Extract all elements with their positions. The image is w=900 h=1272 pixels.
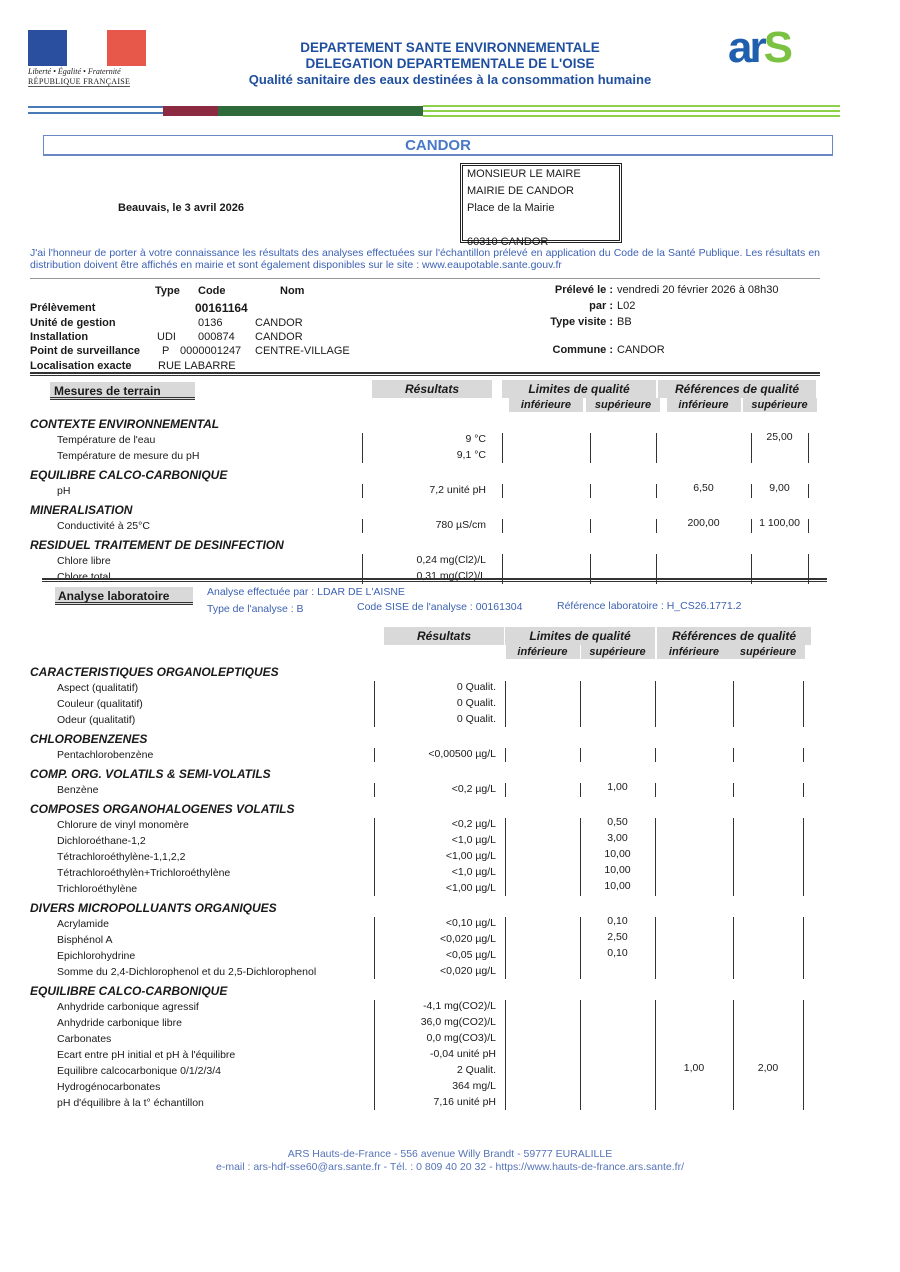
row-label: Anhydride carbonique libre [57, 1017, 182, 1029]
column-separator [803, 917, 804, 979]
row-label: Odeur (qualitatif) [57, 714, 136, 726]
column-separator [590, 433, 591, 463]
row-result: -4,1 mg(CO2)/L [423, 1000, 496, 1012]
motto: Liberté • Égalité • Fraternité [28, 67, 121, 76]
row-result: 0,31 mg(Cl2)/L [416, 570, 486, 582]
column-separator [808, 433, 809, 463]
column-separator [505, 1000, 506, 1110]
column-separator [502, 433, 503, 463]
col-code: Code [198, 285, 226, 297]
row-label: Température de l'eau [57, 434, 156, 446]
info-type: P [162, 345, 170, 357]
row-result: <1,00 µg/L [445, 850, 496, 862]
row-result: <0,00500 µg/L [428, 748, 496, 760]
header-resultats: Résultats [384, 627, 504, 645]
row-ri: 1,00 [683, 1062, 705, 1074]
row-label: Hydrogénocarbonates [57, 1081, 161, 1093]
info-code: 00161164 [195, 301, 248, 315]
row-ls: 10,00 [604, 848, 631, 860]
section-title: COMPOSES ORGANOHALOGENES VOLATILS [30, 802, 295, 816]
info-label: Unité de gestion [30, 317, 116, 329]
row-label: Anhydride carbonique agressif [57, 1001, 199, 1013]
header-resultats: Résultats [372, 380, 492, 398]
row-label: Couleur (qualitatif) [57, 698, 143, 710]
column-separator [580, 818, 581, 896]
header-sup: supérieure [581, 645, 655, 659]
column-separator [505, 681, 506, 727]
row-result: 0,0 mg(CO3)/L [426, 1032, 496, 1044]
lab-performed-by: Analyse effectuée par : LDAR DE L'AISNE [207, 586, 405, 598]
row-result: <0,020 µg/L [440, 933, 496, 945]
row-ls: 1,00 [607, 781, 628, 793]
row-label: Somme du 2,4-Dichlorophenol et du 2,5-Dichlorophenol [57, 966, 317, 978]
section-title: RESIDUEL TRAITEMENT DE DESINFECTION [30, 538, 284, 552]
column-separator [751, 433, 752, 463]
column-separator [808, 484, 809, 498]
column-separator [655, 1000, 656, 1110]
row-result: 0 Qualit. [456, 713, 496, 725]
row-result: 7,2 unité pH [429, 484, 486, 496]
row-label: Ecart entre pH initial et pH à l'équilibre [57, 1049, 236, 1061]
info-type: UDI [157, 331, 176, 343]
ars-logo: arS [728, 23, 790, 72]
recipient-line: MAIRIE DE CANDOR [467, 185, 574, 197]
info-code: 0000001247 [180, 345, 242, 357]
row-result: <1,00 µg/L [445, 882, 496, 894]
header-inf: inférieure [509, 398, 583, 412]
column-separator [655, 681, 656, 727]
row-ls: 0,50 [607, 816, 628, 828]
footer-address: ARS Hauts-de-France - 556 avenue Willy Brandt - 59777 EURALILLE [287, 1148, 613, 1160]
header-sup: supérieure [743, 398, 817, 412]
section-title: MINERALISATION [30, 503, 133, 517]
column-separator [505, 748, 506, 762]
row-label: Carbonates [57, 1033, 112, 1045]
row-ls: 0,10 [607, 915, 628, 927]
row-rs: 1 100,00 [759, 517, 800, 529]
section-title: DIVERS MICROPOLLUANTS ORGANIQUES [30, 901, 277, 915]
row-label: Aspect (qualitatif) [57, 682, 139, 694]
row-label: Chlore total [57, 571, 111, 583]
info-code: 0136 [198, 317, 223, 329]
row-result: 9,1 °C [456, 449, 486, 461]
col-nom: Nom [280, 285, 305, 297]
section-title: CARACTERISTIQUES ORGANOLEPTIQUES [30, 665, 279, 679]
column-separator [590, 484, 591, 498]
row-result: <1,0 µg/L [451, 866, 496, 878]
column-separator [505, 818, 506, 896]
lab-reference: Référence laboratoire : H_CS26.1771.2 [557, 600, 742, 612]
divider [42, 578, 827, 582]
column-separator [362, 519, 363, 533]
info-preleve-label: Prélevé le : [554, 284, 613, 296]
header-inf: inférieure [667, 398, 741, 412]
row-label: Epichlorohydrine [57, 950, 136, 962]
column-separator [733, 818, 734, 896]
info-nom: CENTRE-VILLAGE [255, 345, 350, 357]
row-ls: 10,00 [604, 880, 631, 892]
column-separator [656, 433, 657, 463]
recipient-address [467, 166, 581, 251]
header-line2: DELEGATION DEPARTEMENTALE DE L'OISE [305, 56, 595, 71]
row-result: 0 Qualit. [456, 681, 496, 693]
letter-date: Beauvais, le 3 avril 2026 [118, 202, 244, 214]
header-references: Références de qualité [658, 380, 816, 398]
header-limites: Limites de qualité [502, 380, 656, 398]
row-label: Bisphénol A [57, 934, 113, 946]
footer-contact: e-mail : ars-hdf-sse60@ars.sante.fr - Tél. : 0 809 40 20 32 - https://www.hauts-de-france.ars.sante.fr/ [215, 1161, 684, 1173]
row-label: pH d'équilibre à la t° échantillon [57, 1097, 204, 1109]
info-visite: BB [617, 316, 632, 328]
row-rs: 2,00 [757, 1062, 779, 1074]
section-title: CONTEXTE ENVIRONNEMENTAL [30, 417, 220, 431]
header-inf: inférieure [657, 645, 731, 659]
lab-title: Analyse laboratoire [55, 587, 193, 605]
column-separator [362, 484, 363, 498]
column-separator [374, 783, 375, 797]
column-separator [655, 748, 656, 762]
column-separator [374, 818, 375, 896]
column-separator [374, 748, 375, 762]
column-separator [505, 917, 506, 979]
column-separator [751, 519, 752, 533]
column-separator [733, 783, 734, 797]
row-label: Trichloroéthylène [57, 883, 138, 895]
column-separator [374, 681, 375, 727]
section-title: EQUILIBRE CALCO-CARBONIQUE [30, 468, 228, 482]
info-visite-label: Type visite : [550, 316, 613, 328]
intro-text: J'ai l'honneur de porter à votre connaissance les résultats des analyses effectuées sur l'échantillon prélevé en application du Code de la Santé Publique. Les résultats en distribution doivent être affichés en mairie et sont également disponibles sur le site : www.eaupotable.sante.gouv.fr [30, 247, 820, 271]
row-rs: 9,00 [769, 482, 790, 494]
column-separator [580, 748, 581, 762]
row-ls: 0,10 [607, 947, 628, 959]
column-separator [580, 783, 581, 797]
column-separator [374, 917, 375, 979]
column-separator [656, 519, 657, 533]
row-result: 0 Qualit. [456, 697, 496, 709]
row-result: 36,0 mg(CO2)/L [420, 1016, 496, 1028]
column-separator [803, 681, 804, 727]
row-result: <0,2 µg/L [451, 783, 496, 795]
recipient-line: MONSIEUR LE MAIRE [467, 168, 581, 180]
column-separator [505, 783, 506, 797]
column-separator [803, 1000, 804, 1110]
row-result: <0,10 µg/L [445, 917, 496, 929]
column-separator [733, 917, 734, 979]
info-label: Point de surveillance [30, 345, 141, 357]
section-title: EQUILIBRE CALCO-CARBONIQUE [30, 984, 228, 998]
column-separator [656, 484, 657, 498]
info-type: RUE LABARRE [158, 360, 236, 372]
info-preleve: vendredi 20 février 2026 à 08h30 [617, 284, 779, 296]
row-label: Température de mesure du pH [57, 450, 200, 462]
row-result: <0,05 µg/L [445, 949, 496, 961]
row-label: pH [57, 485, 71, 497]
column-separator [590, 519, 591, 533]
column-separator [808, 519, 809, 533]
column-separator [580, 681, 581, 727]
row-label: Conductivité à 25°C [57, 520, 150, 532]
lab-analysis-type: Type de l'analyse : B [207, 603, 304, 615]
column-separator [580, 1000, 581, 1110]
row-result: 0,24 mg(Cl2)/L [416, 554, 486, 566]
info-commune-label: Commune : [552, 344, 613, 356]
header-sup: supérieure [586, 398, 660, 412]
divider [30, 278, 820, 279]
row-ls: 3,00 [607, 832, 628, 844]
column-separator [803, 748, 804, 762]
row-label: Chlorure de vinyl monomère [57, 819, 189, 831]
column-separator [580, 917, 581, 979]
recipient-line: 60310 CANDOR [467, 236, 549, 248]
row-result: 7,16 unité pH [433, 1096, 496, 1108]
row-label: Acrylamide [57, 918, 109, 930]
column-separator [733, 681, 734, 727]
row-label: Benzène [57, 784, 99, 796]
row-label: Dichloroéthane-1,2 [57, 835, 146, 847]
row-result: <0,020 µg/L [440, 965, 496, 977]
row-result: -0,04 unité pH [430, 1048, 496, 1060]
row-result: 9 °C [465, 433, 486, 445]
divider [30, 372, 820, 376]
col-type: Type [155, 285, 180, 297]
section-title: COMP. ORG. VOLATILS & SEMI-VOLATILS [30, 767, 271, 781]
column-separator [374, 1000, 375, 1110]
row-label: Equilibre calcocarbonique 0/1/2/3/4 [57, 1065, 222, 1077]
column-separator [655, 783, 656, 797]
row-label: Tétrachloroéthylène-1,1,2,2 [57, 851, 186, 863]
row-ls: 10,00 [604, 864, 631, 876]
column-separator [803, 783, 804, 797]
column-separator [502, 484, 503, 498]
info-commune: CANDOR [617, 344, 665, 356]
column-separator [733, 1000, 734, 1110]
row-label: Pentachlorobenzène [57, 749, 154, 761]
header-inf: inférieure [506, 645, 580, 659]
column-separator [502, 519, 503, 533]
info-label: Prélèvement [30, 302, 96, 314]
commune-title: CANDOR [43, 135, 833, 156]
row-ri: 6,50 [693, 482, 714, 494]
info-label: Installation [30, 331, 89, 343]
lab-sise-code: Code SISE de l'analyse : 00161304 [357, 601, 523, 613]
header-limites: Limites de qualité [505, 627, 655, 645]
info-par: L02 [617, 300, 636, 312]
info-code: 000874 [198, 331, 235, 343]
header-references: Références de qualité [657, 627, 811, 645]
terrain-title: Mesures de terrain [50, 382, 195, 400]
column-separator [803, 818, 804, 896]
row-result: <0,2 µg/L [451, 818, 496, 830]
row-ls: 2,50 [607, 931, 628, 943]
republic-label: RÉPUBLIQUE FRANÇAISE [28, 77, 131, 86]
recipient-line: Place de la Mairie [467, 202, 555, 214]
column-separator [655, 818, 656, 896]
header-sup: supérieure [731, 645, 805, 659]
info-nom: CANDOR [255, 331, 303, 343]
section-title: CHLOROBENZENES [30, 732, 148, 746]
header-line3: Qualité sanitaire des eaux destinées à la consommation humaine [248, 72, 652, 87]
column-separator [362, 433, 363, 463]
header-line1: DEPARTEMENT SANTE ENVIRONNEMENTALE [300, 40, 600, 55]
info-label: Localisation exacte [30, 360, 132, 372]
row-ri: 200,00 [687, 517, 720, 529]
row-rs: 25,00 [766, 431, 793, 443]
column-separator [751, 484, 752, 498]
row-result: <1,0 µg/L [451, 834, 496, 846]
column-separator [655, 917, 656, 979]
row-result: 364 mg/L [452, 1080, 496, 1092]
column-separator [733, 748, 734, 762]
header-stripe [28, 104, 840, 118]
row-label: Chlore libre [57, 555, 111, 567]
row-label: Tétrachloroéthylèn+Trichloroéthylène [57, 867, 231, 879]
row-result: 2 Qualit. [456, 1064, 496, 1076]
info-nom: CANDOR [255, 317, 303, 329]
row-result: 780 µS/cm [435, 519, 486, 531]
info-par-label: par : [589, 300, 613, 312]
